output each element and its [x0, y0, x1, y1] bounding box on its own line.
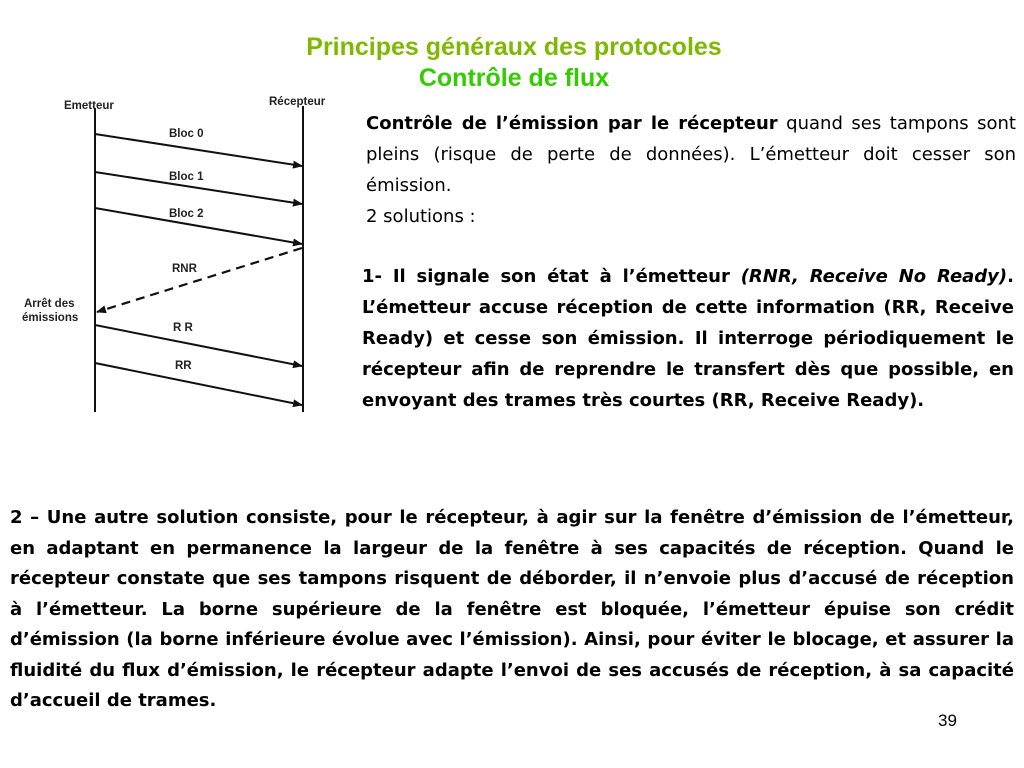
solution-2-paragraph: 2 – Une autre solution consiste, pour le récepteur, à agir sur la fenêtre d’émission de l’émetteur, en adaptant en permanence la largeur de la fenêtre à ses capacités de réception. Quand le récepteur constate que ses tampons risquent de déborder, il n’envoie plus d’accusé de réception à l’émetteur. La borne supérieure de la fenêtre est bloquée, l’émetteur épuise son crédit d’émission (la borne inférieure évolue avec l’émission). Ainsi, pour éviter le blocage, et assurer la fluidité du flux d’émission, le récepteur adapte l’envoi de ses accusés de réception, à sa capacité d’accueil de trames.	[10, 507, 1014, 711]
slide-subtitle: Contrôle de flux	[418, 64, 610, 92]
flow-control-diagram	[18, 90, 348, 420]
intro-paragraph	[366, 108, 1016, 232]
intro-rest: quand ses tampons sont pleins (risque de perte de données). L’émetteur doit cesser son émission.	[366, 113, 1016, 196]
emitter-label: Emetteur	[64, 100, 114, 112]
page-number: 39	[938, 711, 957, 730]
message-arrow-rnr	[97, 248, 302, 312]
message-label-rnr: RNR	[172, 263, 197, 275]
intro-solutions: 2 solutions :	[366, 206, 476, 227]
stop-label	[22, 298, 78, 324]
stop-label-line1: Arrêt des	[24, 298, 75, 310]
solution-1-italic: (RNR, Receive No Ready)	[740, 266, 1008, 287]
message-label-bloc1: Bloc 1	[169, 171, 204, 183]
solution-1-paragraph	[362, 261, 1014, 416]
stop-label-line2: émissions	[22, 312, 79, 324]
solution-1-suffix: . L’émetteur accuse réception de cette information (RR, Receive Ready) et cesse son émission. Il interroge périodiquement le récepteur afin de reprendre le transfert dès que possible, en envoyant des trames très courtes (RR, Receive Ready).	[362, 266, 1014, 411]
solution-1-prefix: 1- Il signale son état à l’émetteur	[362, 266, 741, 287]
message-arrow-rr2	[95, 363, 302, 405]
receiver-label: Récepteur	[269, 96, 326, 108]
message-label-bloc0: Bloc 0	[169, 128, 204, 140]
message-label-rr2: RR	[175, 360, 192, 372]
slide-title: Principes généraux des protocoles	[306, 33, 722, 61]
message-label-bloc2: Bloc 2	[169, 208, 204, 220]
intro-lead: Contrôle de l’émission par le récepteur	[366, 113, 778, 134]
message-arrow-rr1	[95, 325, 302, 366]
message-label-rr1: R R	[173, 322, 193, 334]
